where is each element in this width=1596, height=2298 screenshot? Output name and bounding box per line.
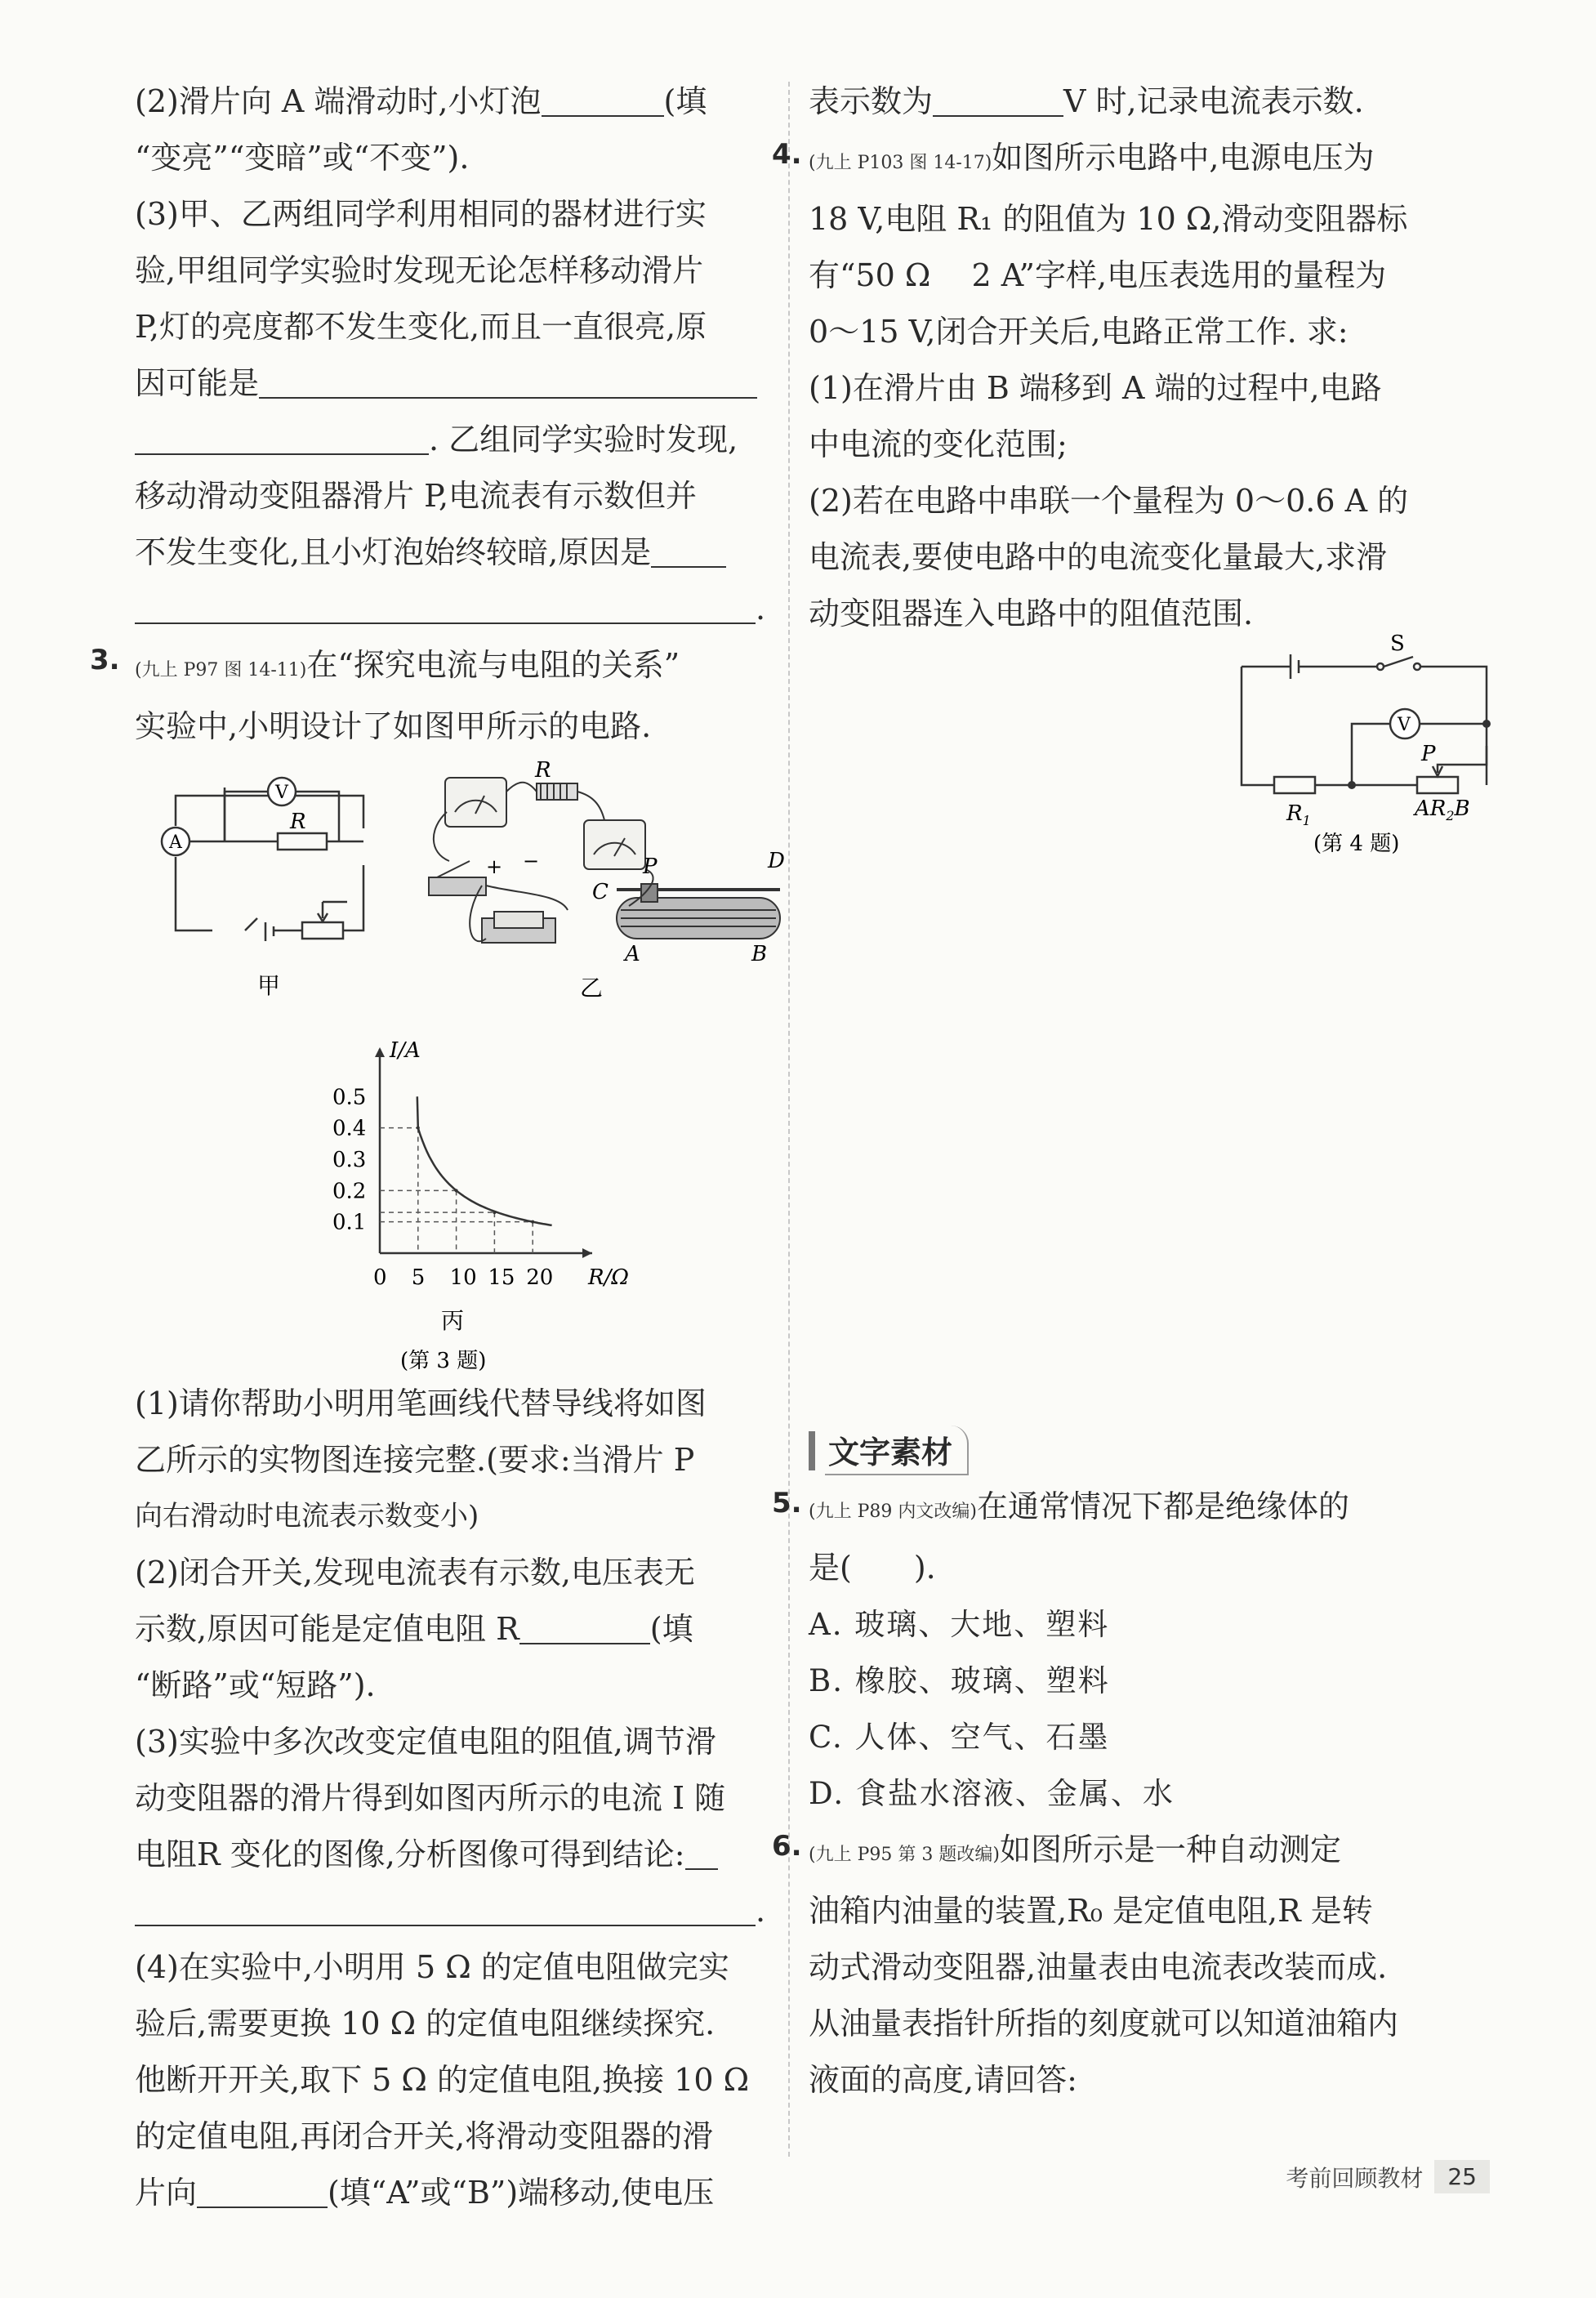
q5-option-d[interactable]: D. 食盐水溶液、金属、水 [809,1776,1175,1811]
q6-number: 6. [772,1830,802,1863]
q4-number: 4. [772,138,802,171]
label-P: P [643,854,658,879]
page-number: 25 [1434,2160,1490,2193]
q6-line3: 动式滑动变阻器,油量表由电流表改装而成. [809,1949,1388,1985]
answer-blank[interactable] [135,590,756,624]
q5-line2: 是( ). [809,1550,936,1586]
q3-part2-line1: (2)闭合开关,发现电流表有示数,电压表无 [135,1555,695,1591]
x-axis-arrow [582,1248,592,1258]
y-tick-label: 0.2 [332,1179,367,1204]
left-column [90,74,785,2221]
q3-stem-line2: 实验中,小明设计了如图甲所示的电路. [135,708,652,744]
q3-part4-line4: 的定值电阻,再闭合开关,将滑动变阻器的滑 [135,2118,714,2154]
q3-part4-continued: 表示数为 V 时,记录电流表示数. [809,83,1364,119]
q3-part1-line1: (1)请你帮助小明用笔画线代替导线将如图 [135,1385,707,1421]
label-R: R [535,758,551,783]
apparatus-yi [429,778,780,943]
q6-line2: 油箱内油量的装置,R₀ 是定值电阻,R 是转 [809,1893,1373,1929]
resistor-label: R [290,810,306,834]
q3-part2-line3: “断路”或“短路”). [135,1667,376,1703]
q2-part3-line3: P,灯的亮度都不发生变化,而且一直很亮,原 [135,309,707,345]
figure-3-caption: (第 3 题) [400,1349,487,1373]
q4-rheostat-label: $AR_2B$ [1415,796,1470,823]
y-axis-arrow [375,1047,385,1057]
q2-part3-line8: . [135,581,772,637]
q4-line3: 有“50 Ω 2 A”字样,电压表选用的量程为 [809,257,1387,293]
q3-part4-line5: 片向 (填“A”或“B”)端移动,使电压 [135,2175,715,2211]
ammeter-label: A [169,832,182,853]
q4-line1: (九上 P103 图 14-17)如图所示电路中,电源电压为 [809,140,1375,176]
label-C: C [592,880,609,904]
y-tick-label: 0.4 [332,1116,367,1141]
answer-blank[interactable] [933,83,1063,117]
answer-blank[interactable] [519,1610,650,1644]
question-5 [772,1479,1487,1822]
answer-blank[interactable] [197,2174,328,2208]
resistor-device [537,783,577,800]
q4-voltmeter-label: V [1398,715,1411,735]
q2-part2-line2: “变亮”“变暗”或“不变”). [135,140,470,176]
section-bar [809,1431,815,1470]
figure-jia-label: 甲 [257,972,281,999]
ammeter-device [445,778,506,827]
question-6 [772,1822,1487,2108]
label-minus: − [523,850,540,872]
answer-blank[interactable] [259,364,757,399]
question-3 [90,637,772,755]
q4-slider-label: P [1421,742,1436,766]
q2-part3-line6: 移动滑动变阻器滑片 P,电流表有示数但并 [135,478,698,514]
x-tick-label: 20 [526,1265,554,1290]
q5-option-a[interactable]: A. 玻璃、大地、塑料 [809,1607,1110,1642]
answer-blank[interactable] [135,1892,756,1926]
figure-3 [135,755,785,1376]
series-line [418,1128,552,1225]
q3-part1-line2: 乙所示的实物图连接完整.(要求:当滑片 P [135,1442,695,1478]
series-line-start [417,1096,418,1127]
y-tick-label: 0.5 [332,1085,367,1110]
q3-stem-line1: (九上 P97 图 14-11)在“探究电流与电阻的关系” [135,647,680,683]
section-header [809,1426,969,1475]
q4-line4: 0～15 V,闭合开关后,电路正常工作. 求: [809,314,1349,350]
label-B-end: B [751,942,768,966]
q3-part3-line1: (3)实验中多次改变定值电阻的阻值,调节滑 [135,1724,716,1760]
label-plus: + [486,855,503,878]
q5-line1: (九上 P89 内文改编)在通常情况下都是绝缘体的 [809,1488,1349,1524]
q4-part2-line3: 动变阻器连入电路中的阻值范围. [809,596,1254,631]
q3-part3-line4: . [135,1883,772,1939]
q3-part4-line1: (4)在实验中,小明用 5 Ω 的定值电阻做完实 [135,1949,729,1985]
answer-blank[interactable] [651,533,726,568]
circuit-jia [176,788,363,941]
q6-line5: 液面的高度,请回答: [809,2062,1077,2098]
footer-text: 考前回顾教材 [1286,2164,1424,2192]
x-axis-label: R/Ω [588,1265,629,1290]
q3-part4-line3: 他断开开关,取下 5 Ω 的定值电阻,换接 10 Ω [135,2062,750,2098]
page-footer [1286,2160,1490,2193]
q2-part3-line5: . 乙组同学实验时发现, [135,412,772,468]
y-tick-label: 0.3 [332,1148,367,1172]
q3-part4-line2: 验后,需要更换 10 Ω 的定值电阻继续探究. [135,2006,716,2041]
q6-line1: (九上 P95 第 3 题改编)如图所示是一种自动测定 [809,1832,1341,1867]
q2-part3-line2: 验,甲组同学实验时发现无论怎样移动滑片 [135,252,704,288]
section-title: 文字素材 [825,1426,969,1475]
resistor-symbol [278,833,327,850]
voltmeter-label: V [275,783,288,803]
q2-part2: (2)滑片向 A 端滑动时,小灯泡 (填 [135,83,707,119]
x-tick-label: 5 [411,1265,426,1290]
right-column-lower [772,1479,1487,2108]
q2-part3-line1: (3)甲、乙两组同学利用相同的器材进行实 [135,196,707,232]
q3-number: 3. [90,644,120,676]
figure-3-svg [135,755,785,1376]
q4-line2: 18 V,电阻 R₁ 的阻值为 10 Ω,滑动变阻器标 [809,201,1408,237]
q5-option-b[interactable]: B. 橡胶、玻璃、塑料 [809,1663,1110,1698]
q4-r1-label: $R_1$ [1286,801,1311,828]
x-tick-label: 10 [449,1265,477,1290]
q3-part2-line2: 示数,原因可能是定值电阻 R (填 [135,1611,693,1647]
x-tick-label: 0 [373,1265,387,1290]
q4-part2-line2: 电流表,要使电路中的电流变化量最大,求滑 [809,539,1388,575]
figure-yi-label: 乙 [580,975,604,1002]
q6-line4: 从油量表指针所指的刻度就可以知道油箱内 [809,2006,1399,2041]
q5-option-c[interactable]: C. 人体、空气、石墨 [809,1720,1110,1755]
q3-part1-line3: 向右滑动时电流表示数变小) [135,1500,479,1533]
figure-bing-label: 丙 [441,1307,465,1334]
q2-part3-line4: 因可能是 [135,355,772,412]
question-4 [772,130,1487,642]
rheostat-symbol [302,922,343,939]
label-A-end: A [625,942,640,966]
answer-blank[interactable] [135,421,429,455]
q3-part3-line3: 电阻R 变化的图像,分析图像可得到结论: [135,1827,772,1883]
label-D: D [768,849,785,873]
answer-blank[interactable] [542,83,664,117]
figure-4 [809,631,1487,912]
q4-part2-line1: (2)若在电路中串联一个量程为 0～0.6 A 的 [809,483,1409,519]
q6-reference: (九上 P95 第 3 题改编) [809,1845,1000,1865]
q5-reference: (九上 P89 内文改编) [809,1502,977,1522]
x-tick-label: 15 [488,1265,515,1290]
answer-blank[interactable] [685,1836,718,1870]
voltmeter-device [584,820,645,869]
q4-reference: (九上 P103 图 14-17) [809,153,992,173]
q4-switch-label: S [1390,631,1405,656]
y-axis-label: I/A [390,1038,421,1063]
q4-caption: (第 4 题) [1313,832,1400,856]
q4-part1-line1: (1)在滑片由 B 端移到 A 端的过程中,电路 [809,370,1382,406]
q4-part1-line2: 中电流的变化范围; [809,426,1068,462]
y-tick-label: 0.1 [332,1210,367,1235]
q3-reference: (九上 P97 图 14-11) [135,660,307,680]
chart-bing [332,1038,629,1290]
q2-part3-line7: 不发生变化,且小灯泡始终较暗,原因是 [135,524,772,581]
right-column [772,74,1487,912]
q3-part3-line2: 动变阻器的滑片得到如图丙所示的电流 I 随 [135,1780,726,1816]
q5-number: 5. [772,1487,802,1519]
